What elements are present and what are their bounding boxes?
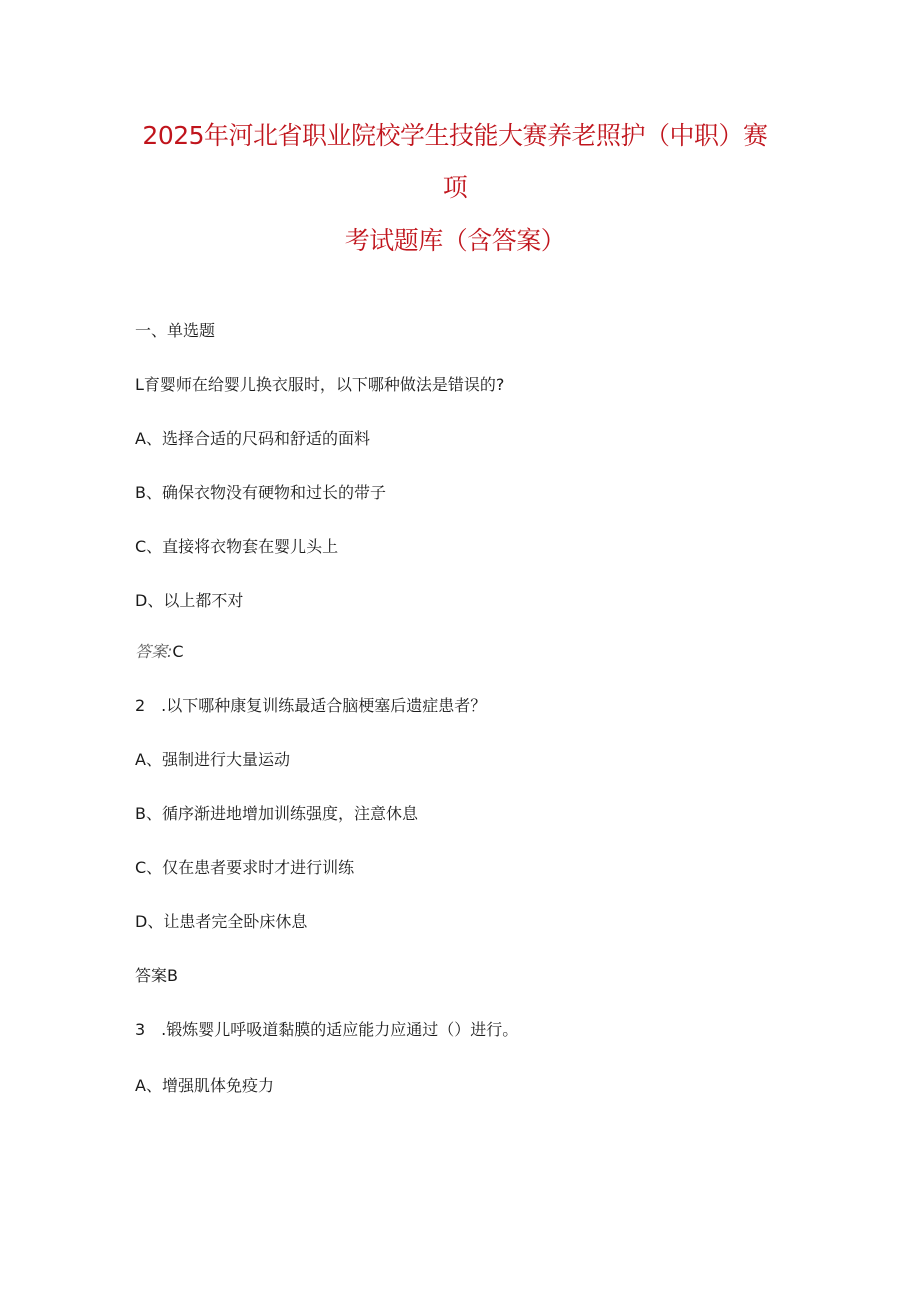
question-2-option-b: B、循序渐进地增加训练强度，注意休息: [135, 804, 418, 823]
answer-value: C: [172, 642, 184, 661]
question-1-stem: L育婴师在给婴儿换衣服时，以下哪种做法是错误的?: [135, 375, 505, 394]
title-line-2: 项: [442, 173, 468, 202]
question-2-stem: 2 .以下哪种康复训练最适合脑梗塞后遗症患者？: [135, 696, 487, 715]
question-1-option-d: D、以上都不对: [135, 591, 244, 610]
question-2-answer: 答案B: [135, 966, 178, 985]
question-2-option-c: C、仅在患者要求时才进行训练: [135, 858, 355, 877]
question-2-option-a: A、强制进行大量运动: [135, 750, 290, 769]
question-1-option-a: A、选择合适的尺码和舒适的面料: [135, 429, 370, 448]
question-3-option-a: A、增强肌体免疫力: [135, 1076, 274, 1095]
question-1-option-b: B、确保衣物没有硬物和过长的带子: [135, 483, 386, 502]
title-line-1: 2025年河北省职业院校学生技能大赛养老照护（中职）赛: [142, 121, 768, 150]
title-line-3: 考试题库（含答案）: [344, 226, 566, 255]
section-heading: 一、单选题: [135, 321, 216, 340]
question-3-stem: 3 .锻炼婴儿呼吸道黏膜的适应能力应通过（）进行。: [135, 1020, 519, 1039]
question-2-option-d: D、让患者完全卧床休息: [135, 912, 308, 931]
question-1-answer: [135, 644, 184, 660]
answer-label: 答案:: [135, 642, 173, 661]
question-1-option-c: C、直接将衣物套在婴儿头上: [135, 537, 339, 556]
